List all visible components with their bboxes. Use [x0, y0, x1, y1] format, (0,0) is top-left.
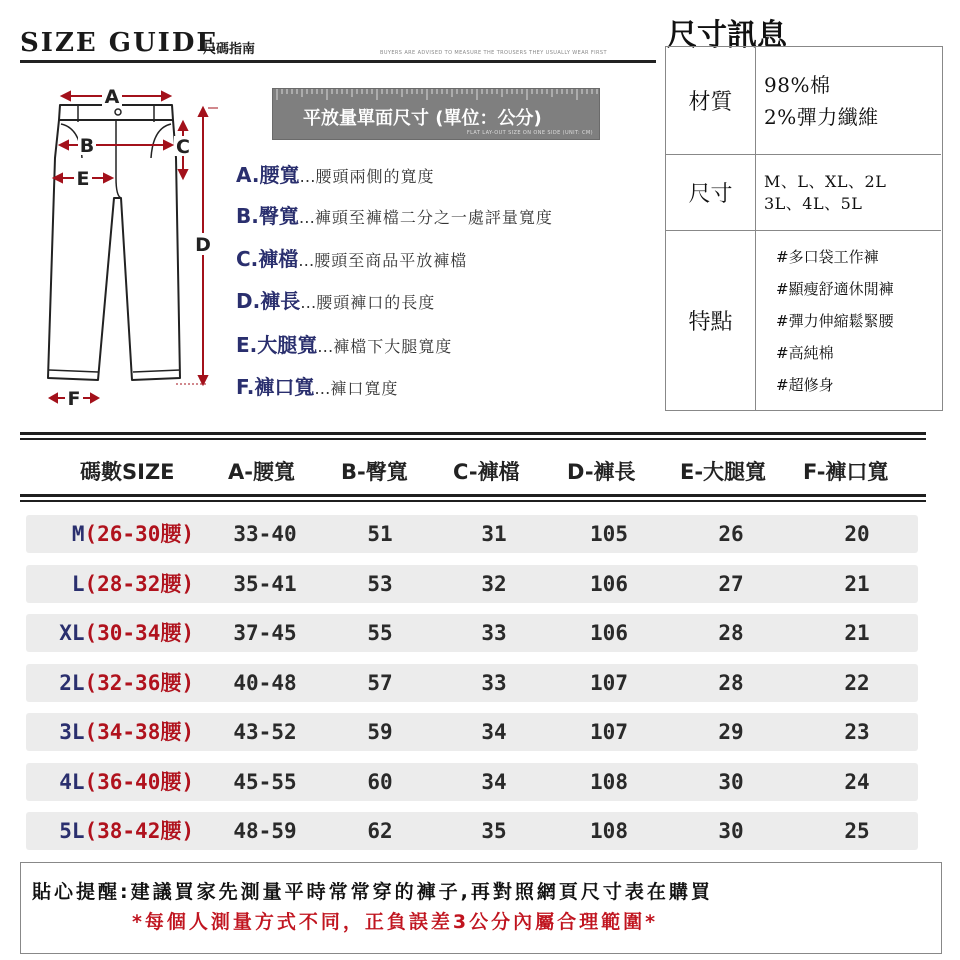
- size-cell: [4, 812, 194, 850]
- pants-outline: [48, 120, 180, 380]
- size-cell: [4, 713, 194, 751]
- table-cell: 40-48: [233, 670, 297, 695]
- def-term: 大腿寬: [257, 333, 318, 357]
- size-cell: [4, 515, 194, 553]
- table-cell: 51: [367, 522, 393, 546]
- header-d: D-褲長: [567, 460, 636, 484]
- table-cell: 23: [844, 720, 870, 744]
- table-cell: 20: [844, 522, 870, 546]
- def-letter: D.: [236, 289, 261, 313]
- table-cell: 106: [590, 571, 628, 596]
- def-desc: 腰頭至商品平放褲檔: [314, 251, 468, 270]
- header-a: A-腰寬: [228, 460, 295, 484]
- definition-b: [236, 201, 553, 231]
- size-waist-range: (30-34腰): [84, 621, 194, 645]
- table-cell: 34: [481, 769, 507, 794]
- info-row-material: [666, 47, 941, 155]
- def-term: 褲口寬: [254, 375, 315, 399]
- ruler-small-text: FLAT LAY-OUT SIZE ON ONE SIDE (UNIT: CM): [466, 130, 593, 136]
- size-waist-range: (36-40腰): [84, 769, 194, 794]
- def-term: 褲長: [260, 289, 301, 313]
- def-desc: 褲頭至褲檔二分之一處評量寬度: [314, 208, 553, 227]
- info-row-features: [666, 231, 941, 410]
- def-dots: …: [300, 293, 317, 312]
- feature-value: [764, 231, 894, 410]
- size-cell: [4, 763, 194, 801]
- info-row-size: [666, 155, 941, 231]
- def-desc: 腰頭兩側的寬度: [315, 167, 435, 186]
- def-letter: A.: [236, 163, 260, 187]
- table-cell: 33-40: [233, 522, 297, 546]
- feature-item: #彈力伸縮鬆緊腰: [776, 311, 894, 330]
- table-cell: 45-55: [233, 769, 297, 794]
- table-cell: 29: [718, 720, 744, 744]
- def-letter: E.: [236, 333, 258, 357]
- table-cell: 26: [718, 522, 744, 546]
- def-dots: …: [298, 208, 315, 227]
- label-b: B: [79, 135, 95, 157]
- size-code: 4L: [59, 769, 85, 794]
- def-desc: 褲檔下大腿寬度: [333, 337, 453, 356]
- table-cell: 34: [481, 720, 507, 744]
- def-dots: …: [314, 379, 331, 398]
- table-cell: 28: [718, 621, 744, 645]
- table-cell: 22: [844, 670, 870, 695]
- table-cell: 43-52: [233, 720, 297, 744]
- table-cell: 107: [590, 670, 628, 695]
- table-cell: 108: [590, 819, 628, 843]
- definition-f: [236, 372, 398, 402]
- size-waist-range: (34-38腰): [84, 720, 194, 744]
- size-waist-range: (26-30腰): [84, 522, 194, 546]
- note-line-1: 貼心提醒:建議買家先測量平時常常穿的褲子,再對照網頁尺寸表在購買: [32, 881, 713, 903]
- feature-label: 特點: [666, 231, 756, 410]
- table-cell: 30: [718, 769, 744, 794]
- guide-tagline: BUYERS ARE ADVISED TO MEASURE THE TROUSERS THEY USUALLY WEAR FIRST: [380, 50, 607, 56]
- def-dots: …: [298, 251, 315, 270]
- table-cell: 24: [844, 769, 870, 794]
- definition-c: [236, 244, 467, 274]
- def-term: 臀寬: [258, 204, 299, 228]
- table-cell: 108: [590, 769, 628, 794]
- material-line: 2%彈力纖維: [764, 104, 879, 129]
- header-size: 碼數SIZE: [80, 460, 175, 484]
- table-cell: 21: [844, 571, 870, 596]
- label-e: E: [76, 168, 90, 190]
- size-code: M: [71, 522, 85, 546]
- label-a: A: [104, 86, 120, 108]
- definition-a: [236, 160, 434, 190]
- header-e: E-大腿寬: [680, 460, 767, 484]
- label-c: C: [176, 136, 190, 158]
- table-cell: 59: [367, 720, 393, 744]
- feature-item: #高純棉: [776, 343, 834, 362]
- size-cell: [4, 664, 194, 702]
- header-c: C-褲檔: [453, 460, 520, 484]
- size-code: 2L: [59, 670, 85, 695]
- material-value: [764, 47, 879, 154]
- definition-d: [236, 286, 435, 316]
- size-waist-range: (28-32腰): [84, 571, 194, 596]
- size-value: [764, 155, 886, 230]
- def-desc: 腰頭褲口的長度: [316, 293, 436, 312]
- size-cell: [4, 565, 194, 603]
- guide-title: SIZE GUIDE: [20, 28, 219, 58]
- table-cell: 33: [481, 670, 507, 695]
- table-cell: 27: [718, 571, 744, 596]
- table-header-rule-thin: [20, 500, 926, 502]
- table-cell: 25: [844, 819, 870, 843]
- size-code: XL: [59, 621, 85, 645]
- guide-subtitle: 尺碼指南: [203, 42, 256, 57]
- ruler-label: 平放量單面尺寸 (單位：公分): [303, 108, 542, 129]
- size-line: M、L、XL、2L: [764, 171, 887, 191]
- size-code: L: [71, 571, 85, 596]
- size-code: 5L: [59, 819, 85, 843]
- definition-e: [236, 330, 452, 360]
- label-f: F: [67, 388, 81, 410]
- def-term: 腰寬: [259, 163, 300, 187]
- table-cell: 28: [718, 670, 744, 695]
- def-term: 褲檔: [258, 247, 299, 271]
- header-b: B-臀寬: [341, 460, 408, 484]
- table-cell: 107: [590, 720, 628, 744]
- info-table: [665, 46, 943, 411]
- table-cell: 105: [590, 522, 628, 546]
- feature-item: #超修身: [776, 375, 834, 394]
- def-dots: …: [299, 167, 316, 186]
- table-cell: 21: [844, 621, 870, 645]
- header-rule: [20, 60, 656, 63]
- table-cell: 37-45: [233, 621, 297, 645]
- ruler-ticks: [273, 89, 601, 101]
- note-line-2: *每個人測量方式不同，正負誤差3公分內屬合理範圍*: [132, 911, 659, 933]
- size-code: 3L: [59, 720, 85, 744]
- table-cell: 30: [718, 819, 744, 843]
- table-cell: 62: [367, 819, 393, 843]
- table-cell: 31: [481, 522, 507, 546]
- pants-diagram: [20, 78, 250, 418]
- size-waist-range: (38-42腰): [84, 819, 194, 843]
- def-letter: F.: [236, 375, 255, 399]
- def-desc: 褲口寬度: [330, 379, 399, 398]
- table-cell: 55: [367, 621, 393, 645]
- material-line: 98%棉: [764, 72, 831, 97]
- label-d: D: [195, 234, 211, 256]
- table-header-rule: [20, 494, 926, 497]
- size-label: 尺寸: [666, 155, 756, 230]
- info-title: 尺寸訊息: [667, 18, 787, 53]
- table-top-rule-thin: [20, 438, 926, 440]
- feature-item: #顯瘦舒適休閒褲: [776, 279, 894, 298]
- table-cell: 32: [481, 571, 507, 596]
- table-cell: 33: [481, 621, 507, 645]
- size-line: 3L、4L、5L: [764, 193, 863, 213]
- feature-item: #多口袋工作褲: [776, 247, 879, 266]
- table-cell: 57: [367, 670, 393, 695]
- table-cell: 60: [367, 769, 393, 794]
- material-label: 材質: [666, 47, 756, 154]
- def-letter: B.: [236, 204, 259, 228]
- table-cell: 53: [367, 571, 393, 596]
- def-dots: …: [317, 337, 334, 356]
- def-letter: C.: [236, 247, 259, 271]
- table-cell: 35: [481, 819, 507, 843]
- size-waist-range: (32-36腰): [84, 670, 194, 695]
- size-cell: [4, 614, 194, 652]
- table-cell: 106: [590, 621, 628, 645]
- ruler-banner: [272, 88, 600, 140]
- table-cell: 48-59: [233, 819, 297, 843]
- table-cell: 35-41: [233, 571, 297, 596]
- header-f: F-褲口寬: [803, 460, 889, 484]
- table-top-rule: [20, 432, 926, 435]
